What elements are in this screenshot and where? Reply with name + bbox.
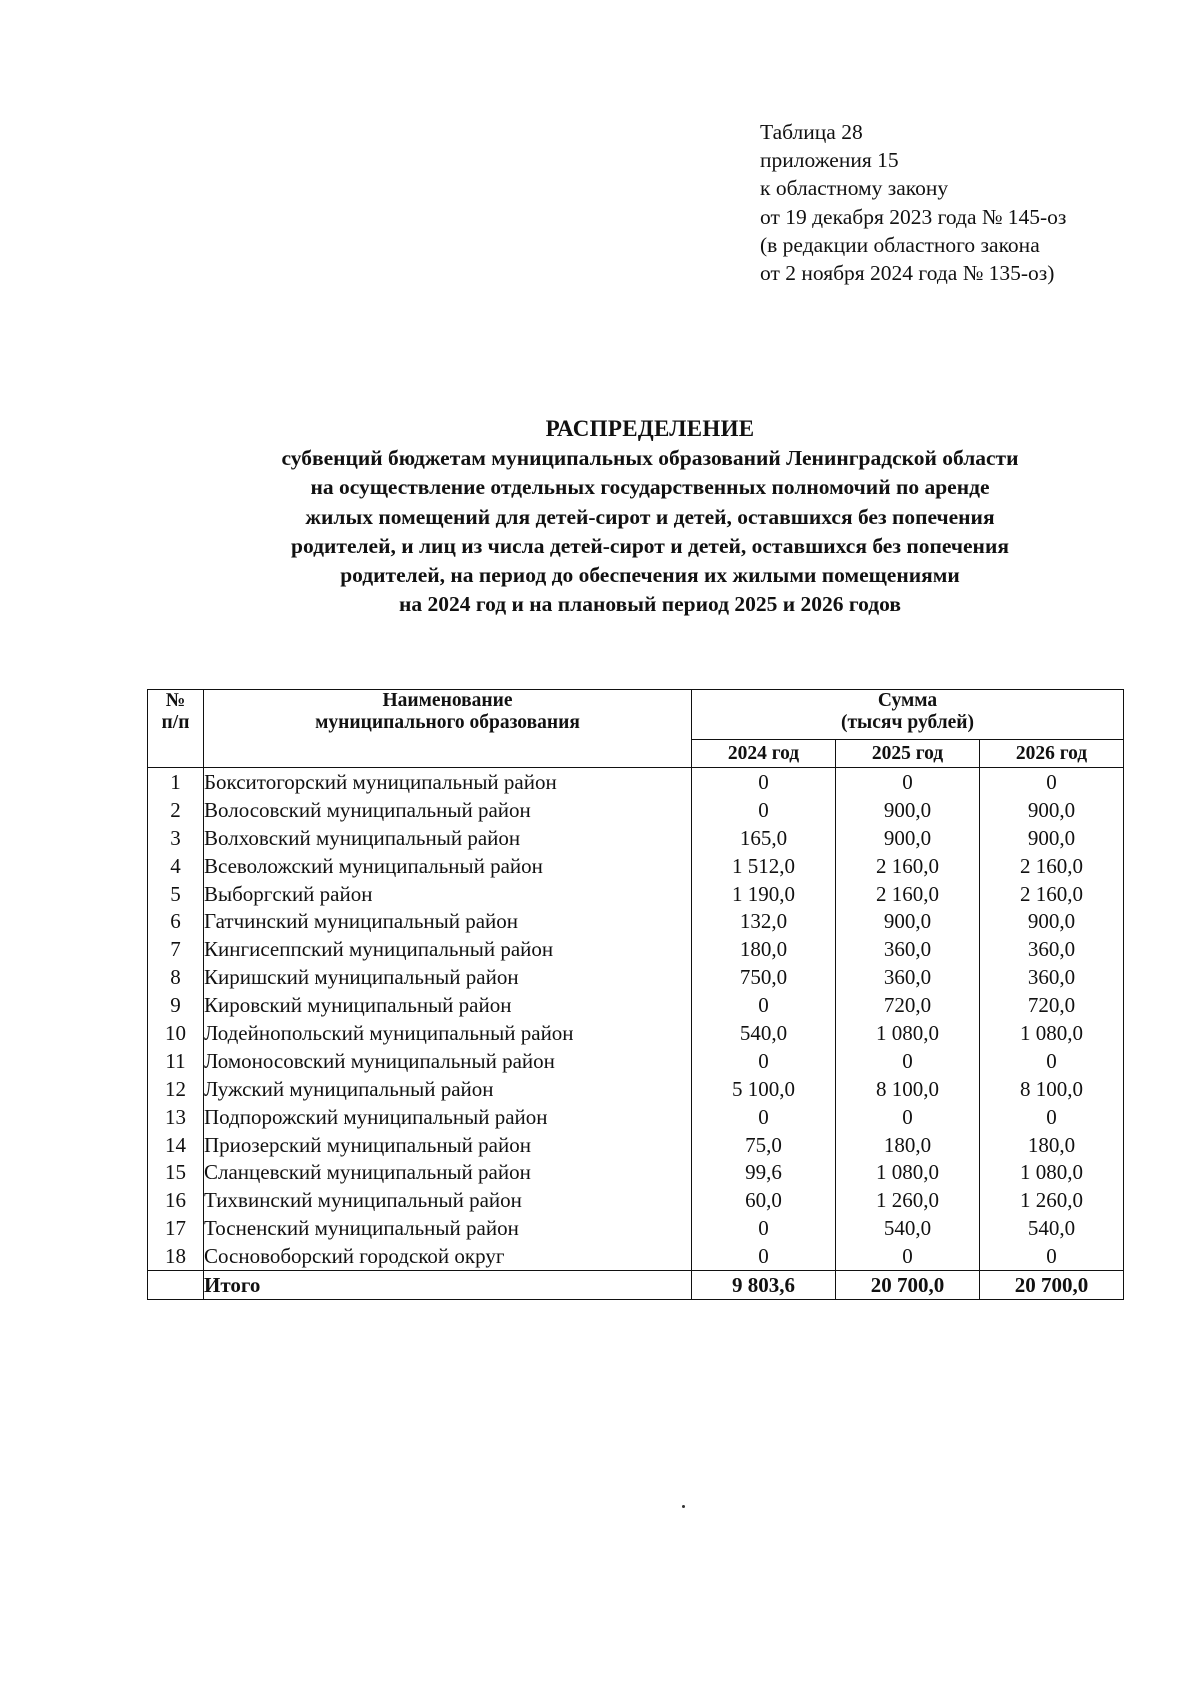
row-value-2026: 0 [980, 1242, 1124, 1270]
table-row [148, 796, 1124, 824]
row-value-2025: 0 [836, 1047, 980, 1075]
row-number: 14 [148, 1131, 204, 1159]
row-value-2026: 0 [980, 1103, 1124, 1131]
row-number: 8 [148, 963, 204, 991]
row-value-2025: 0 [836, 1242, 980, 1270]
row-value-2026: 0 [980, 1047, 1124, 1075]
row-name: Всеволожский муниципальный район [204, 852, 692, 880]
row-value-2025: 360,0 [836, 935, 980, 963]
title-main: РАСПРЕДЕЛЕНИЕ [545, 416, 755, 441]
row-number: 4 [148, 852, 204, 880]
row-name: Сланцевский муниципальный район [204, 1158, 692, 1186]
header-name: Наименование муниципального образования [204, 690, 692, 768]
row-value-2026: 900,0 [980, 796, 1124, 824]
row-number: 3 [148, 824, 204, 852]
row-name: Лодейнопольский муниципальный район [204, 1019, 692, 1047]
row-value-2025: 1 260,0 [836, 1186, 980, 1214]
header-sum: Сумма (тысяч рублей) [692, 690, 1124, 740]
total-2025: 20 700,0 [836, 1271, 980, 1300]
row-number: 12 [148, 1075, 204, 1103]
reference-line: Таблица 28 [760, 120, 863, 144]
row-value-2025: 540,0 [836, 1214, 980, 1242]
row-value-2026: 720,0 [980, 991, 1124, 1019]
row-value-2025: 900,0 [836, 824, 980, 852]
row-value-2024: 1 512,0 [692, 852, 836, 880]
row-value-2024: 540,0 [692, 1019, 836, 1047]
row-value-2026: 2 160,0 [980, 852, 1124, 880]
table-row [148, 1075, 1124, 1103]
row-name: Тосненский муниципальный район [204, 1214, 692, 1242]
row-number: 9 [148, 991, 204, 1019]
row-value-2025: 2 160,0 [836, 852, 980, 880]
row-number: 16 [148, 1186, 204, 1214]
row-value-2026: 180,0 [980, 1131, 1124, 1159]
total-row [148, 1271, 1124, 1300]
reference-line: к областному закону [760, 176, 949, 201]
header-year-2024: 2024 год [692, 740, 836, 768]
row-value-2026: 360,0 [980, 935, 1124, 963]
scan-speck [682, 1505, 685, 1508]
table-row [148, 1158, 1124, 1186]
row-name: Киришский муниципальный район [204, 963, 692, 991]
reference-line: от 19 декабря 2023 года № 145-оз [760, 204, 1067, 229]
title-line: родителей, на период до обеспечения их жилыми помещениями [340, 563, 960, 588]
table-row [148, 768, 1124, 796]
row-name: Бокситогорский муниципальный район [204, 768, 692, 796]
row-value-2025: 720,0 [836, 991, 980, 1019]
row-name: Кингисеппский муниципальный район [204, 935, 692, 963]
table-row [148, 1214, 1124, 1242]
table-row [148, 1186, 1124, 1214]
row-value-2025: 360,0 [836, 963, 980, 991]
row-number: 11 [148, 1047, 204, 1075]
row-value-2026: 1 260,0 [980, 1186, 1124, 1214]
table-row [148, 852, 1124, 880]
row-value-2025: 2 160,0 [836, 880, 980, 908]
table-row [148, 1019, 1124, 1047]
table-body [148, 768, 1124, 1300]
row-value-2024: 180,0 [692, 935, 836, 963]
table-row [148, 1131, 1124, 1159]
row-value-2024: 0 [692, 1214, 836, 1242]
table-row [148, 963, 1124, 991]
header-number: № п/п [148, 690, 204, 768]
total-num-cell [148, 1271, 204, 1300]
row-value-2025: 900,0 [836, 796, 980, 824]
row-name: Волосовский муниципальный район [204, 796, 692, 824]
table-row [148, 907, 1124, 935]
row-number: 6 [148, 907, 204, 935]
row-name: Приозерский муниципальный район [204, 1131, 692, 1159]
row-name: Лужский муниципальный район [204, 1075, 692, 1103]
distribution-table [147, 689, 1124, 1300]
total-2024: 9 803,6 [692, 1271, 836, 1300]
table-row [148, 1103, 1124, 1131]
row-value-2024: 0 [692, 1047, 836, 1075]
document-reference [760, 118, 1066, 287]
header-year-2025: 2025 год [836, 740, 980, 768]
row-number: 1 [148, 768, 204, 796]
header-year-2026: 2026 год [980, 740, 1124, 768]
row-value-2026: 900,0 [980, 824, 1124, 852]
title-line: на 2024 год и на плановый период 2025 и 2026 годов [399, 592, 901, 617]
table-row [148, 1047, 1124, 1075]
table-row [148, 935, 1124, 963]
row-value-2024: 60,0 [692, 1186, 836, 1214]
row-value-2026: 2 160,0 [980, 880, 1124, 908]
row-value-2026: 8 100,0 [980, 1075, 1124, 1103]
row-number: 10 [148, 1019, 204, 1047]
row-value-2024: 0 [692, 1242, 836, 1270]
row-value-2026: 540,0 [980, 1214, 1124, 1242]
row-value-2025: 900,0 [836, 907, 980, 935]
title-line: субвенций бюджетам муниципальных образований Ленинградской области [281, 446, 1019, 470]
table-header [148, 690, 1124, 768]
row-name: Сосновоборский городской округ [204, 1242, 692, 1270]
row-name: Тихвинский муниципальный район [204, 1186, 692, 1214]
row-value-2025: 180,0 [836, 1131, 980, 1159]
row-number: 15 [148, 1158, 204, 1186]
table-row [148, 880, 1124, 908]
table-row [148, 824, 1124, 852]
document-title [120, 414, 1180, 620]
reference-line: приложения 15 [760, 148, 899, 173]
row-number: 18 [148, 1242, 204, 1270]
row-value-2024: 5 100,0 [692, 1075, 836, 1103]
row-value-2024: 0 [692, 796, 836, 824]
table-row [148, 1242, 1124, 1270]
row-value-2024: 1 190,0 [692, 880, 836, 908]
row-value-2026: 0 [980, 768, 1124, 796]
row-number: 13 [148, 1103, 204, 1131]
row-value-2024: 165,0 [692, 824, 836, 852]
row-value-2024: 99,6 [692, 1158, 836, 1186]
row-value-2026: 900,0 [980, 907, 1124, 935]
row-name: Волховский муниципальный район [204, 824, 692, 852]
title-line: на осуществление отдельных государственных полномочий по аренде [310, 475, 990, 500]
row-value-2024: 750,0 [692, 963, 836, 991]
row-value-2025: 1 080,0 [836, 1158, 980, 1186]
row-value-2024: 0 [692, 1103, 836, 1131]
row-name: Кировский муниципальный район [204, 991, 692, 1019]
row-value-2024: 75,0 [692, 1131, 836, 1159]
table-row [148, 991, 1124, 1019]
row-name: Выборгский район [204, 880, 692, 908]
row-name: Подпорожский муниципальный район [204, 1103, 692, 1131]
row-value-2025: 0 [836, 1103, 980, 1131]
row-value-2026: 1 080,0 [980, 1019, 1124, 1047]
row-number: 17 [148, 1214, 204, 1242]
title-line: родителей, и лиц из числа детей-сирот и детей, оставшихся без попечения [291, 533, 1009, 558]
row-number: 5 [148, 880, 204, 908]
row-value-2024: 0 [692, 991, 836, 1019]
row-name: Гатчинский муниципальный район [204, 907, 692, 935]
row-value-2026: 360,0 [980, 963, 1124, 991]
reference-line: (в редакции областного закона [760, 232, 1040, 257]
reference-line: от 2 ноября 2024 года № 135-оз) [760, 261, 1055, 286]
row-value-2025: 0 [836, 768, 980, 796]
title-line: жилых помещений для детей-сирот и детей, оставшихся без попечения [305, 504, 995, 529]
row-value-2024: 0 [692, 768, 836, 796]
row-number: 7 [148, 935, 204, 963]
row-value-2024: 132,0 [692, 907, 836, 935]
row-value-2025: 1 080,0 [836, 1019, 980, 1047]
total-label: Итого [204, 1271, 692, 1300]
total-2026: 20 700,0 [980, 1271, 1124, 1300]
row-number: 2 [148, 796, 204, 824]
row-value-2025: 8 100,0 [836, 1075, 980, 1103]
row-value-2026: 1 080,0 [980, 1158, 1124, 1186]
row-name: Ломоносовский муниципальный район [204, 1047, 692, 1075]
